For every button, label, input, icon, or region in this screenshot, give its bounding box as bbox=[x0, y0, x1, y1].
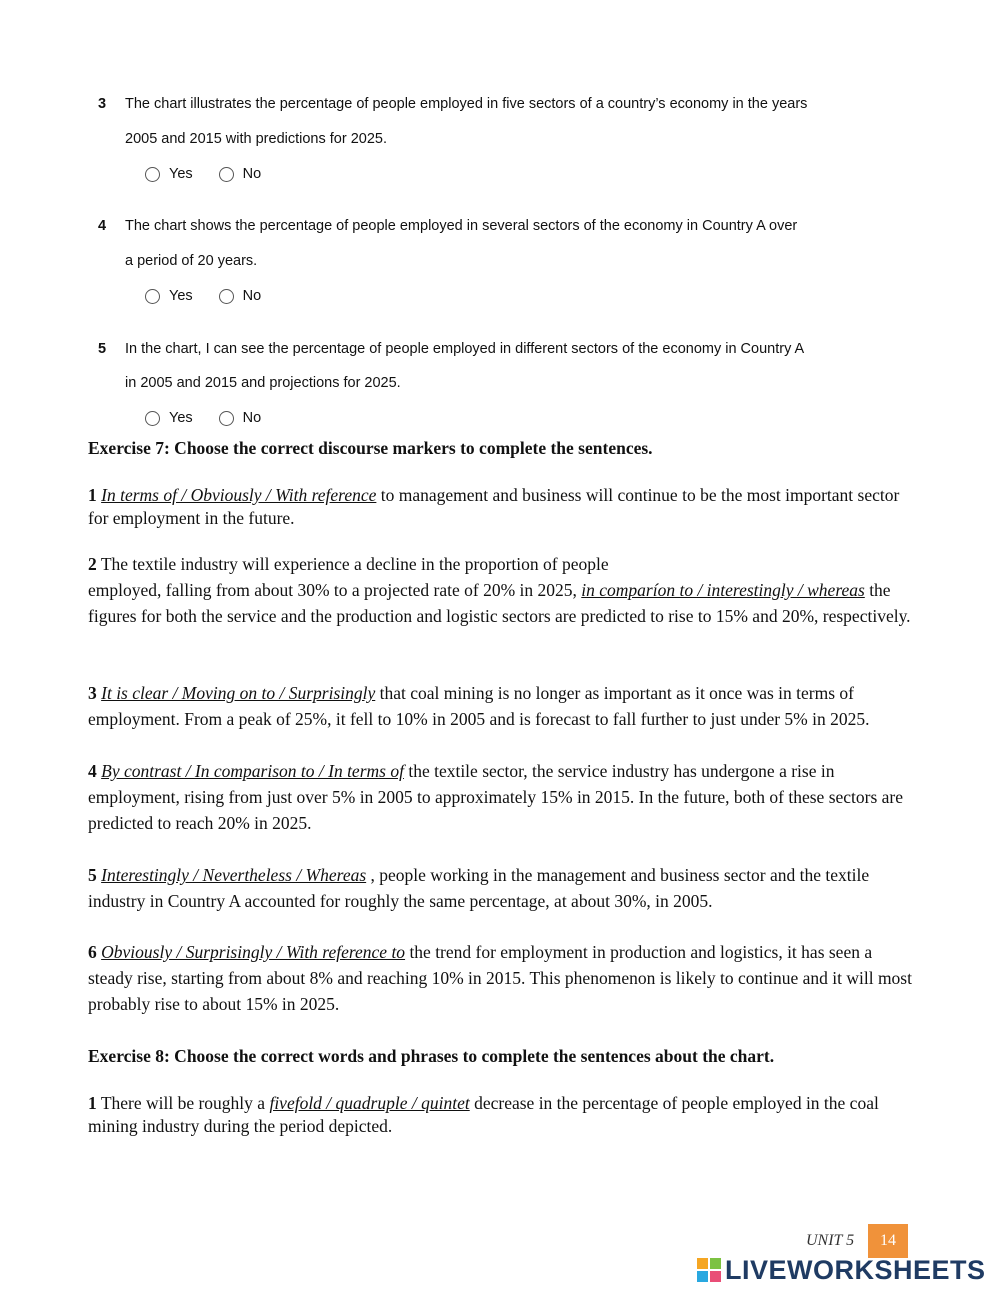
sentence-text: the figures for both the service and the production and logistic sectors are predicted to rise to 15% and 20%, respectively. bbox=[88, 580, 911, 626]
exercise-7-sentence-6 bbox=[88, 939, 918, 1017]
option-label: No bbox=[242, 410, 262, 426]
answer-choice[interactable]: It is clear / Moving on to / Surprisingly bbox=[101, 683, 376, 703]
sentence-number: 1 bbox=[88, 485, 97, 505]
radio-no[interactable] bbox=[219, 167, 234, 182]
logo-blocks-icon bbox=[697, 1258, 721, 1282]
option-label: Yes bbox=[169, 166, 193, 182]
radio-yes[interactable] bbox=[145, 167, 160, 182]
question-text-line2: in 2005 and 2015 and projections for 2025. bbox=[125, 375, 401, 391]
question-text-line1: The chart illustrates the percentage of people employed in five sectors of a country’s economy in the years bbox=[125, 96, 808, 112]
answer-choice[interactable]: fivefold / quadruple / quintet bbox=[269, 1093, 470, 1113]
option-yes[interactable] bbox=[145, 288, 193, 304]
option-yes[interactable] bbox=[145, 410, 193, 426]
liveworksheets-logo bbox=[697, 1255, 986, 1285]
answer-choice[interactable]: Interestingly / Nevertheless / Whereas bbox=[101, 865, 367, 885]
option-no[interactable] bbox=[219, 410, 262, 426]
option-label: No bbox=[242, 166, 262, 182]
radio-yes[interactable] bbox=[145, 289, 160, 304]
radio-yes[interactable] bbox=[145, 411, 160, 426]
option-yes[interactable] bbox=[145, 166, 193, 182]
answer-choice[interactable]: In terms of / Obviously / With reference bbox=[101, 485, 377, 505]
sentence-number: 5 bbox=[88, 865, 97, 885]
sentence-text: There will be roughly a bbox=[100, 1093, 270, 1113]
option-no[interactable] bbox=[219, 166, 262, 182]
exercise-8-sentence-1 bbox=[88, 1092, 918, 1138]
yes-no-options bbox=[145, 288, 287, 304]
sentence-number: 4 bbox=[88, 761, 97, 781]
question-number: 3 bbox=[98, 96, 107, 112]
exercise-7-sentence-2 bbox=[88, 551, 918, 629]
option-label: Yes bbox=[169, 288, 193, 304]
sentence-number: 3 bbox=[88, 683, 97, 703]
exercise-8-heading: Exercise 8: Choose the correct words and phrases to complete the sentences about the chart. bbox=[88, 1046, 775, 1066]
option-label: No bbox=[242, 288, 262, 304]
question-number: 4 bbox=[98, 218, 107, 234]
sentence-text: that coal mining is no longer as important as it once was in terms of employment. From a peak of 25%, it fell to 10% in 2005 and is forecast to fall further to just under 5% in 2025. bbox=[88, 683, 870, 729]
question-text-line1: In the chart, I can see the percentage of people employed in different sectors of the economy in Country A bbox=[125, 341, 805, 357]
answer-choice[interactable]: Obviously / Surprisingly / With reference to bbox=[101, 942, 406, 962]
sentence-number: 6 bbox=[88, 942, 97, 962]
sentence-text: employed, falling from about 30% to a projected rate of 20% in 2025, bbox=[88, 580, 582, 600]
answer-choice[interactable]: in comparíon to / interestingly / whereas bbox=[581, 580, 865, 600]
question-number: 5 bbox=[98, 341, 107, 357]
question-text-line1: The chart shows the percentage of people employed in several sectors of the economy in Country A over bbox=[125, 218, 798, 234]
yes-no-options bbox=[145, 410, 287, 426]
exercise-7-sentence-3 bbox=[88, 680, 918, 732]
option-label: Yes bbox=[169, 410, 193, 426]
exercise-7-sentence-5 bbox=[88, 862, 918, 914]
unit-label: UNIT 5 bbox=[806, 1232, 855, 1249]
exercise-7-sentence-4 bbox=[88, 758, 918, 836]
exercise-7-sentence-1 bbox=[88, 484, 918, 530]
sentence-text: , people working in the management and business sector and the textile industry in Country A accounted for roughly the same percentage, at about 30%, in 2005. bbox=[88, 865, 870, 911]
question-text-line2: 2005 and 2015 with predictions for 2025. bbox=[125, 131, 387, 147]
yes-no-options bbox=[145, 166, 287, 182]
question-text-line2: a period of 20 years. bbox=[125, 253, 258, 269]
sentence-number: 1 bbox=[88, 1093, 97, 1113]
sentence-number: 2 bbox=[88, 554, 97, 574]
radio-no[interactable] bbox=[219, 289, 234, 304]
answer-choice[interactable]: By contrast / In comparison to / In terms of bbox=[101, 761, 404, 781]
sentence-text: to management and business will continue to be the most important sector for employment in the future. bbox=[88, 485, 900, 528]
sentence-text: the trend for employment in production and logistics, it has seen a steady rise, starting from about 8% and reaching 10% in 2015. This phenomenon is likely to continue and it will most probably rise to about 15% in 2025. bbox=[88, 942, 912, 1014]
logo-text: LIVEWORKSHEETS bbox=[725, 1254, 986, 1285]
sentence-text: decrease in the percentage of people employed in the coal mining industry during the period depicted. bbox=[88, 1093, 879, 1136]
radio-no[interactable] bbox=[219, 411, 234, 426]
option-no[interactable] bbox=[219, 288, 262, 304]
exercise-7-heading: Exercise 7: Choose the correct discourse markers to complete the sentences. bbox=[88, 438, 653, 458]
sentence-text: The textile industry will experience a decline in the proportion of people bbox=[100, 554, 609, 574]
page-number: 14 bbox=[868, 1224, 908, 1258]
sentence-text: the textile sector, the service industry has undergone a rise in employment, rising from just over 5% in 2005 to approximately 15% in 2015. In the future, both of these sectors are predicted to reach 20% in 2025. bbox=[88, 761, 904, 833]
